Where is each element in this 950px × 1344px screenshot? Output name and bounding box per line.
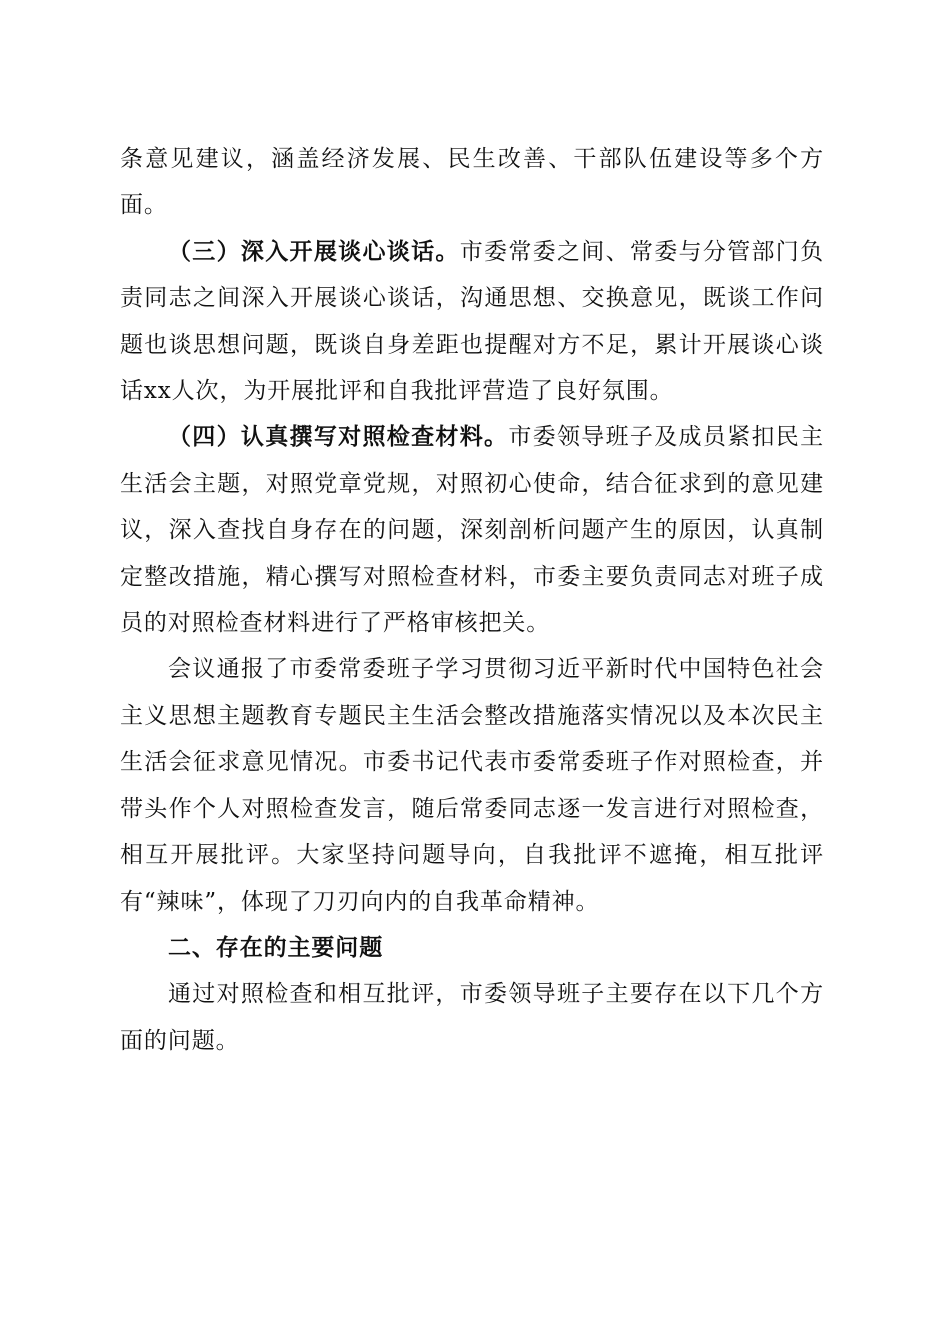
paragraph-closing bbox=[120, 971, 824, 1064]
paragraph-continuation bbox=[120, 136, 824, 229]
document-body bbox=[120, 136, 824, 1064]
paragraph-text: 市委领导班子及成员紧扣民主生活会主题，对照党章党规，对照初心使命，结合征求到的意见建议，深入查找自身存在的问题，深刻剖析问题产生的原因，认真制定整改措施，精心撰写对照检查材料，市委主要负责同志对班子成员的对照检查材料进行了严格审核把关。 bbox=[120, 424, 824, 637]
subheading-three: （三）深入开展谈心谈话。 bbox=[168, 238, 460, 265]
paragraph-inspection-materials bbox=[120, 414, 824, 646]
paragraph-text: 市委常委之间、常委与分管部门负责同志之间深入开展谈心谈话，沟通思想、交换意见，既谈工作问题也谈思想问题，既谈自身差距也提醒对方不足，累计开展谈心谈话xx人次，为开展批评和自我批评营造了良好氛围。 bbox=[120, 238, 824, 405]
subheading-four: （四）认真撰写对照检查材料。 bbox=[168, 424, 509, 451]
paragraph-heart-to-heart-talks bbox=[120, 229, 824, 415]
paragraph-text: 通过对照检查和相互批评，市委领导班子主要存在以下几个方面的问题。 bbox=[120, 981, 824, 1054]
paragraph-text: 会议通报了市委常委班子学习贯彻习近平新时代中国特色社会主义思想主题教育专题民主生活会整改措施落实情况以及本次民主生活会征求意见情况。市委书记代表市委常委班子作对照检查，并带头作个人对照检查发言，随后常委同志逐一发言进行对照检查，相互开展批评。大家坚持问题导向，自我批评不遮掩，相互批评有“辣味”，体现了刀刃向内的自我革命精神。 bbox=[120, 656, 824, 915]
paragraph-meeting-summary bbox=[120, 646, 824, 924]
section-heading-main-problems: 二、存在的主要问题 bbox=[168, 934, 384, 961]
paragraph-text: 条意见建议，涵盖经济发展、民生改善、干部队伍建设等多个方面。 bbox=[120, 146, 824, 219]
